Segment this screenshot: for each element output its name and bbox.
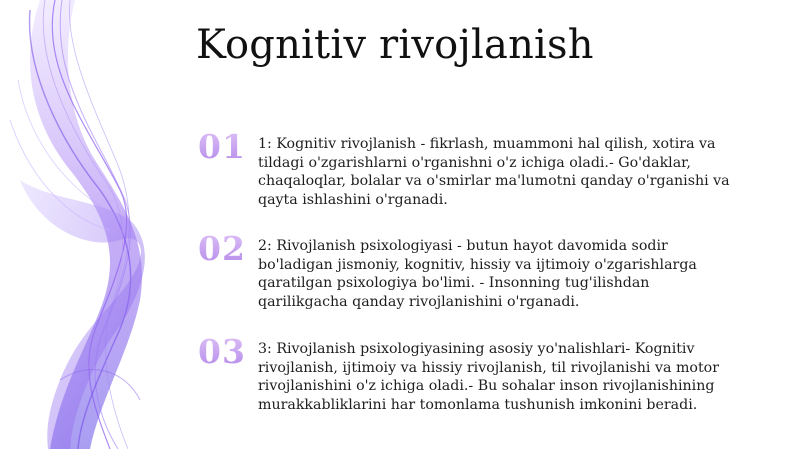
- item-number: 01: [198, 127, 246, 166]
- item-text: 2: Rivojlanish psixologiyasi - butun hayot davomida sodir bo'ladigan jismoniy, kognitiv, hissiy va ijtimoiy o'zgarishlarga qaratilgan psixologiya bo'limi. - Insonning tug'ilishdan qarilikgacha qanday rivojlanishini o'rganadi.: [258, 238, 697, 310]
- slide-title: Kognitiv rivojlanish: [196, 22, 594, 68]
- item-number: 02: [198, 229, 246, 268]
- item-text: 1: Kognitiv rivojlanish - fikrlash, muammoni hal qilish, xotira va tildagi o'zgarishlarni o'rganishni o'z ichiga oladi.- Go'daklar, chaqaloqlar, bolalar va o'smirlar ma'lumotni qanday o'rganishi va qayta ishlashini o'rganadi.: [258, 136, 730, 208]
- item-text: 3: Rivojlanish psixologiyasining asosiy yo'nalishlari- Kognitiv rivojlanish, ijtimoiy va hissiy rivojlanish, til rivojlanishi va motor rivojlanishini o'z ichiga oladi.- Bu sohalar inson rivojlanishining murakkabliklarini har tomonlama tushunish imkonini beradi.: [258, 341, 719, 413]
- purple-smoke-ribbon-decoration: [0, 0, 220, 449]
- item-number: 03: [198, 332, 246, 371]
